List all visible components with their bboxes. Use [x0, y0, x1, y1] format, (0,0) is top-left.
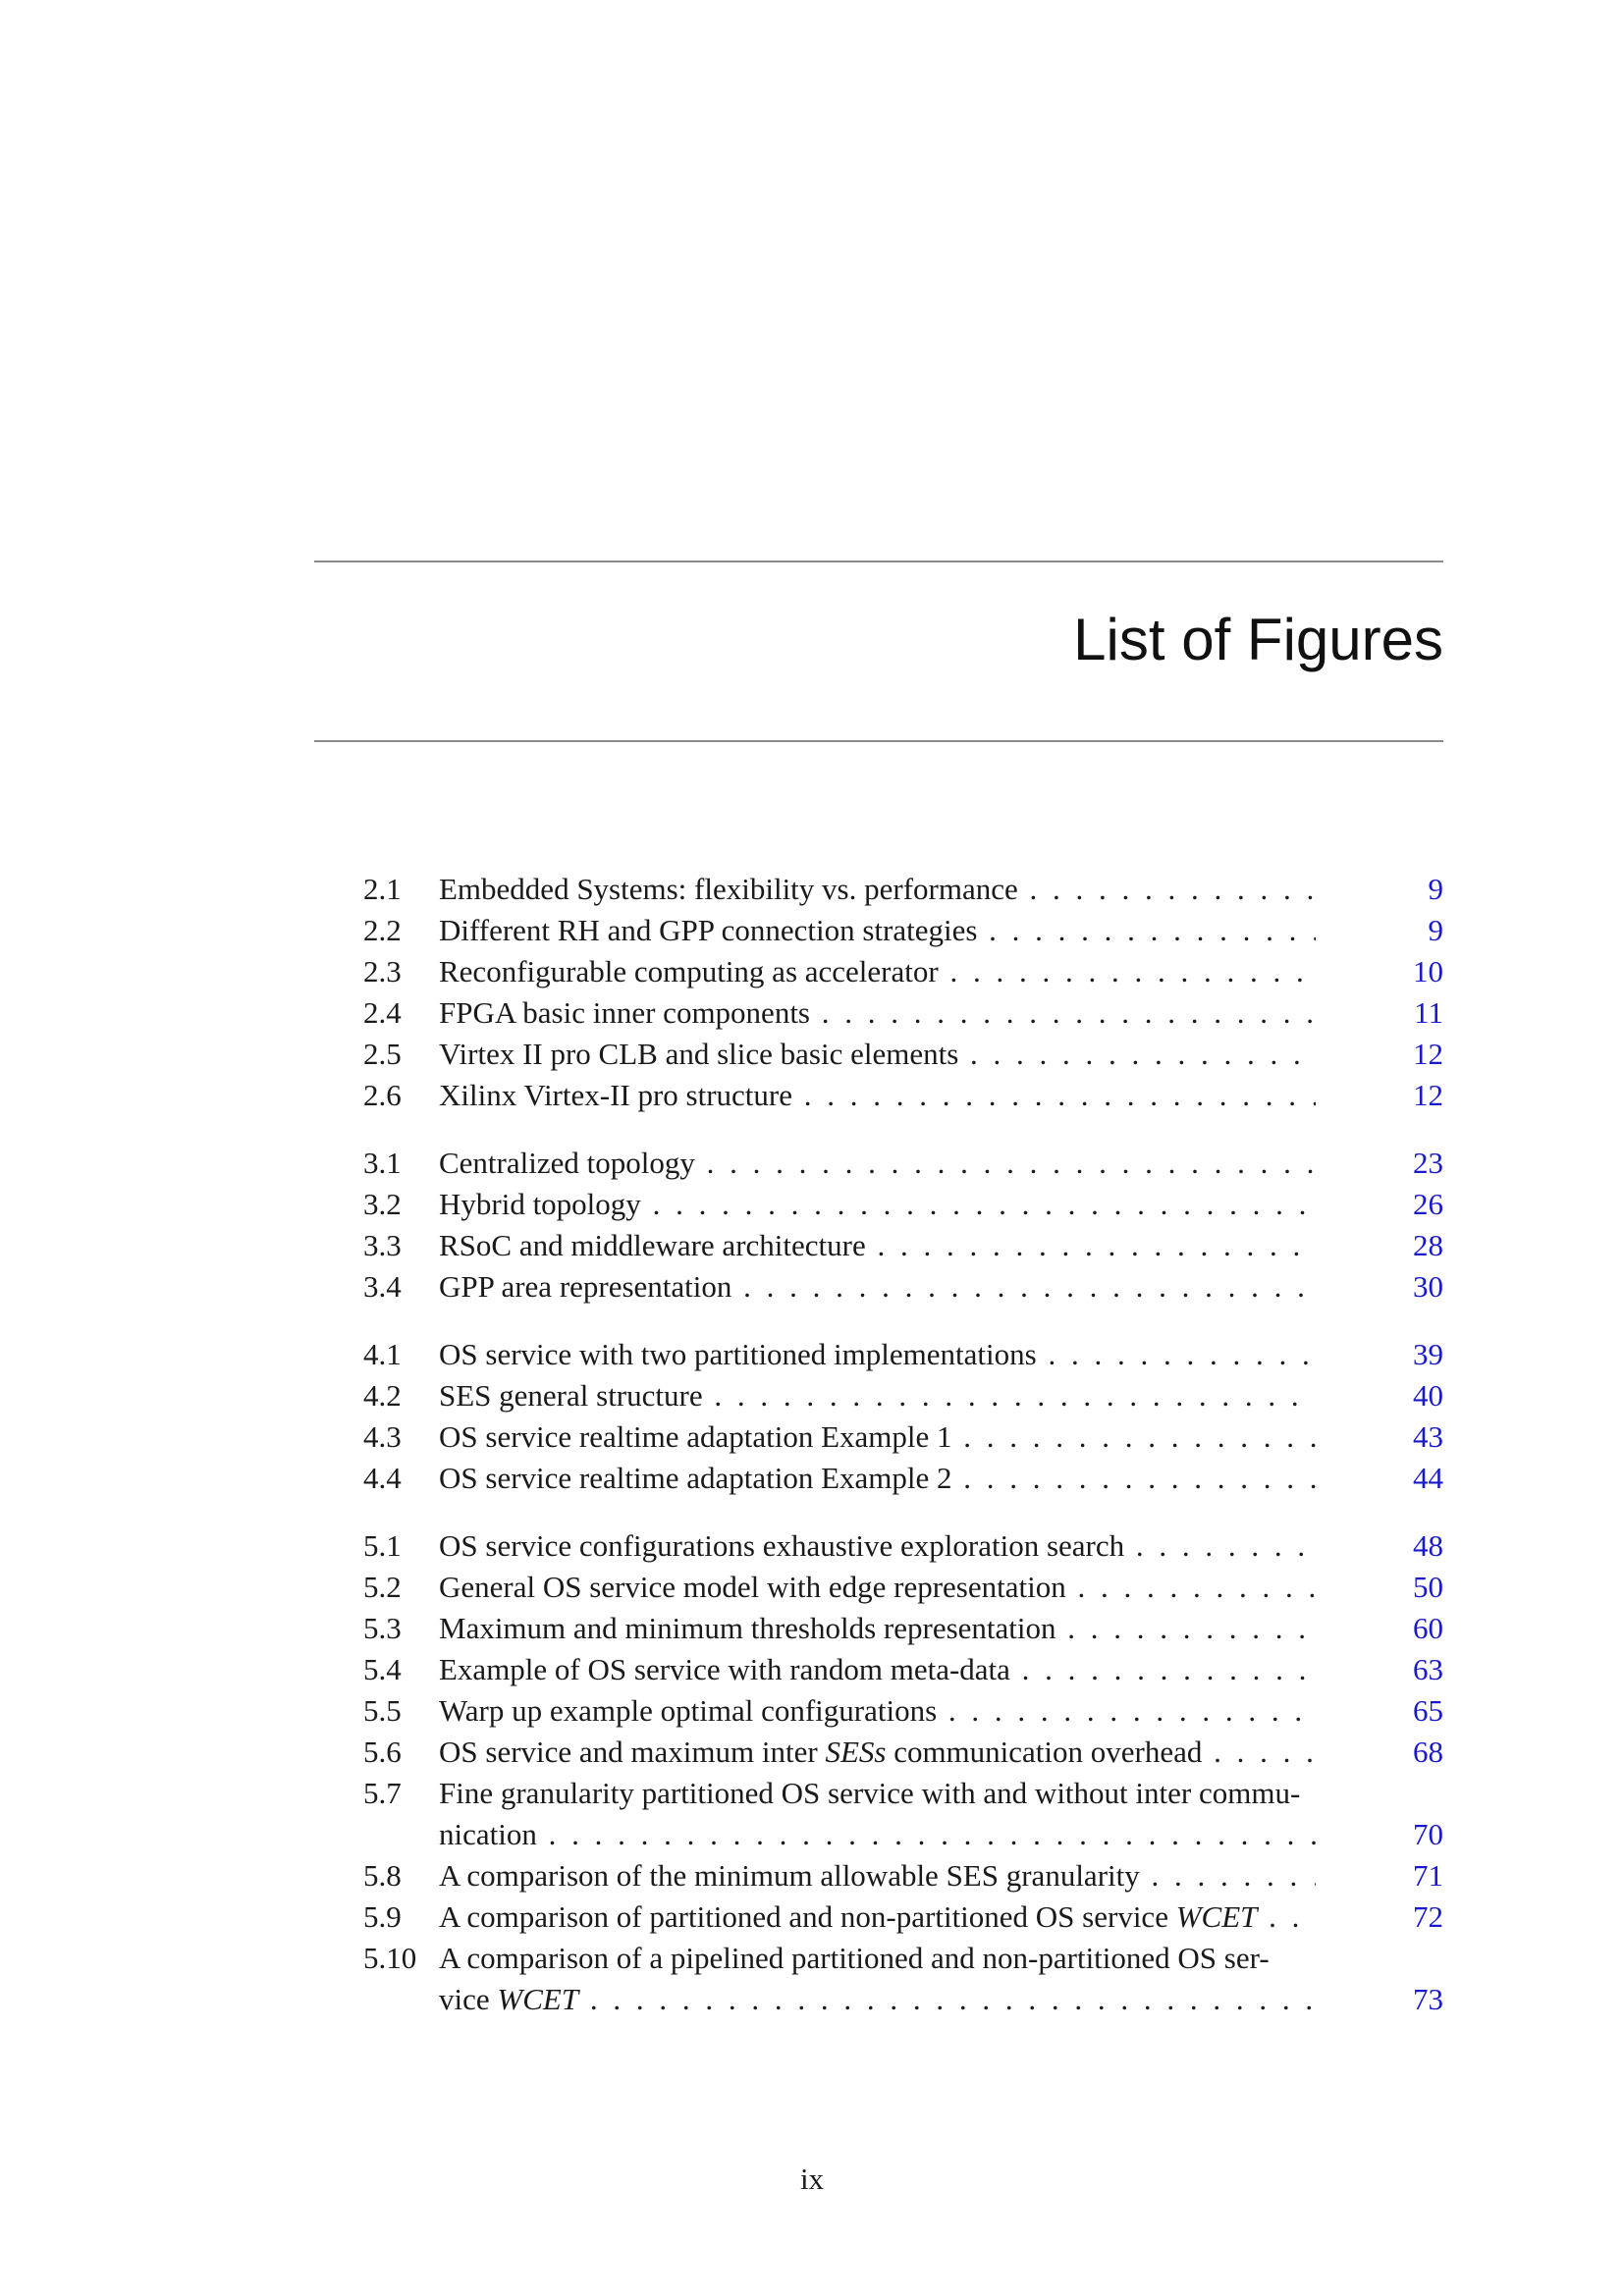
lof-entry-2-5[interactable] [363, 1034, 1443, 1075]
figure-number: 5.1 [363, 1528, 402, 1563]
figure-number: 5.5 [363, 1693, 402, 1728]
lof-entry-3-3[interactable] [363, 1225, 1443, 1266]
lof-entry-4-2[interactable] [363, 1375, 1443, 1416]
page-link[interactable]: 9 [1428, 913, 1443, 947]
page-link[interactable]: 65 [1413, 1693, 1443, 1728]
figure-title[interactable]: Xilinx Virtex-II pro structure . . . [439, 1075, 1384, 1116]
page-link[interactable]: 39 [1413, 1337, 1443, 1371]
top-rule [314, 561, 1443, 562]
page-link[interactable]: 30 [1413, 1269, 1443, 1304]
lof-entry-5-4[interactable] [363, 1649, 1443, 1690]
figure-title[interactable]: Reconfigurable computing as accelerator . . . [439, 951, 1384, 992]
lof-entry-3-1[interactable] [363, 1143, 1443, 1184]
figure-title[interactable]: OS service realtime adaptation Example 2 . . . [439, 1458, 1384, 1499]
page-link[interactable]: 60 [1413, 1611, 1443, 1645]
lof-entry-2-2[interactable] [363, 910, 1443, 951]
lof-entry-4-4[interactable] [363, 1458, 1443, 1499]
figure-title[interactable]: General OS service model with edge representation . . . [439, 1567, 1384, 1608]
math-ses: SESs [825, 1735, 887, 1769]
lof-entry-5-3[interactable] [363, 1608, 1443, 1649]
page-link[interactable]: 10 [1413, 954, 1443, 988]
figure-title[interactable]: Fine granularity partitioned OS service with and without inter commu- nication . . . [439, 1773, 1384, 1855]
figure-title[interactable]: A comparison of a pipelined partitioned and non-partitioned OS ser- vice WCET . . . [439, 1938, 1384, 2020]
page-link[interactable]: 12 [1413, 1078, 1443, 1112]
lof-entry-4-1[interactable] [363, 1334, 1443, 1375]
lof-entry-3-4[interactable] [363, 1266, 1443, 1308]
figure-title[interactable]: Virtex II pro CLB and slice basic elements . . . [439, 1034, 1384, 1075]
figure-number: 2.5 [363, 1037, 402, 1071]
figure-title[interactable]: GPP area representation . . . [439, 1266, 1384, 1308]
figure-number: 4.1 [363, 1337, 402, 1371]
page-link[interactable]: 44 [1413, 1461, 1443, 1495]
figure-number: 4.4 [363, 1461, 402, 1495]
figure-number: 2.4 [363, 995, 402, 1030]
figure-number: 2.2 [363, 913, 402, 947]
page-link[interactable]: 50 [1413, 1570, 1443, 1604]
lof-entry-5-8[interactable] [363, 1855, 1443, 1896]
lof-entry-2-1[interactable] [363, 869, 1443, 910]
figure-title[interactable]: Example of OS service with random meta-data . . . [439, 1649, 1384, 1690]
list-of-figures [363, 869, 1443, 2047]
lof-entry-4-3[interactable] [363, 1416, 1443, 1458]
figure-title[interactable]: SES general structure . . . [439, 1375, 1384, 1416]
lof-entry-5-10[interactable] [363, 1938, 1443, 2020]
page-link[interactable]: 71 [1413, 1858, 1443, 1893]
figure-title[interactable]: OS service and maximum inter SESs communication overhead . . . [439, 1732, 1384, 1773]
figure-title[interactable]: OS service realtime adaptation Example 1 . . . [439, 1416, 1384, 1458]
figure-number: 5.6 [363, 1735, 402, 1769]
math-wcet: WCET [1175, 1899, 1258, 1934]
figure-title[interactable]: OS service configurations exhaustive exploration search . . . [439, 1525, 1384, 1567]
figure-title[interactable]: A comparison of the minimum allowable SES granularity . . . [439, 1855, 1384, 1896]
figure-title[interactable]: Warp up example optimal configurations . . . [439, 1690, 1384, 1732]
figure-group-chapter-4 [363, 1334, 1443, 1499]
lof-entry-2-3[interactable] [363, 951, 1443, 992]
page-link[interactable]: 48 [1413, 1528, 1443, 1563]
figure-group-chapter-5 [363, 1525, 1443, 2020]
figure-title[interactable]: Maximum and minimum thresholds representation . . . [439, 1608, 1384, 1649]
lof-entry-5-6[interactable] [363, 1732, 1443, 1773]
math-wcet: WCET [497, 1982, 579, 2016]
page-link[interactable]: 9 [1428, 872, 1443, 906]
lof-entry-5-5[interactable] [363, 1690, 1443, 1732]
figure-number: 2.6 [363, 1078, 402, 1112]
page-title: List of Figures [1073, 607, 1443, 672]
page-link[interactable]: 68 [1413, 1735, 1443, 1769]
lof-entry-5-7[interactable] [363, 1773, 1443, 1855]
page-number: ix [799, 2162, 825, 2196]
figure-number: 5.10 [363, 1941, 417, 1975]
figure-number: 3.2 [363, 1187, 402, 1221]
figure-title[interactable]: Different RH and GPP connection strategies . . . [439, 910, 1384, 951]
lof-entry-2-4[interactable] [363, 992, 1443, 1034]
figure-title[interactable]: OS service with two partitioned implementations . . . [439, 1334, 1384, 1375]
page-link[interactable]: 73 [1413, 1982, 1443, 2016]
figure-number: 5.3 [363, 1611, 402, 1645]
figure-number: 2.3 [363, 954, 402, 988]
figure-title[interactable]: FPGA basic inner components . . . [439, 992, 1384, 1034]
figure-title[interactable]: A comparison of partitioned and non-partitioned OS service WCET . . . [439, 1896, 1384, 1938]
page-link[interactable]: 11 [1414, 995, 1443, 1030]
figure-number: 3.1 [363, 1146, 402, 1180]
page-link[interactable]: 70 [1413, 1817, 1443, 1851]
figure-number: 3.4 [363, 1269, 402, 1304]
page-link[interactable]: 72 [1413, 1899, 1443, 1934]
figure-number: 5.9 [363, 1899, 402, 1934]
page-link[interactable]: 63 [1413, 1652, 1443, 1686]
page-link[interactable]: 43 [1413, 1419, 1443, 1454]
figure-number: 5.4 [363, 1652, 402, 1686]
figure-title[interactable]: Embedded Systems: flexibility vs. performance . . . [439, 869, 1384, 910]
figure-title[interactable]: Centralized topology . . . [439, 1143, 1384, 1184]
bottom-rule [314, 740, 1443, 742]
figure-title[interactable]: RSoC and middleware architecture . . . [439, 1225, 1384, 1266]
figure-number: 3.3 [363, 1228, 402, 1262]
page-link[interactable]: 26 [1413, 1187, 1443, 1221]
lof-entry-5-9[interactable] [363, 1896, 1443, 1938]
lof-entry-3-2[interactable] [363, 1184, 1443, 1225]
figure-number: 5.8 [363, 1858, 402, 1893]
lof-entry-5-2[interactable] [363, 1567, 1443, 1608]
figure-number: 5.2 [363, 1570, 402, 1604]
page-link[interactable]: 40 [1413, 1378, 1443, 1413]
figure-number: 4.3 [363, 1419, 402, 1454]
figure-number: 4.2 [363, 1378, 402, 1413]
figure-group-chapter-3 [363, 1143, 1443, 1308]
figure-number: 5.7 [363, 1776, 402, 1810]
page-link[interactable]: 28 [1413, 1228, 1443, 1262]
lof-entry-2-6[interactable] [363, 1075, 1443, 1116]
lof-entry-5-1[interactable] [363, 1525, 1443, 1567]
figure-group-chapter-2 [363, 869, 1443, 1116]
page-link[interactable]: 12 [1413, 1037, 1443, 1071]
page-link[interactable]: 23 [1413, 1146, 1443, 1180]
figure-number: 2.1 [363, 872, 402, 906]
figure-title[interactable]: Hybrid topology . . . [439, 1184, 1384, 1225]
